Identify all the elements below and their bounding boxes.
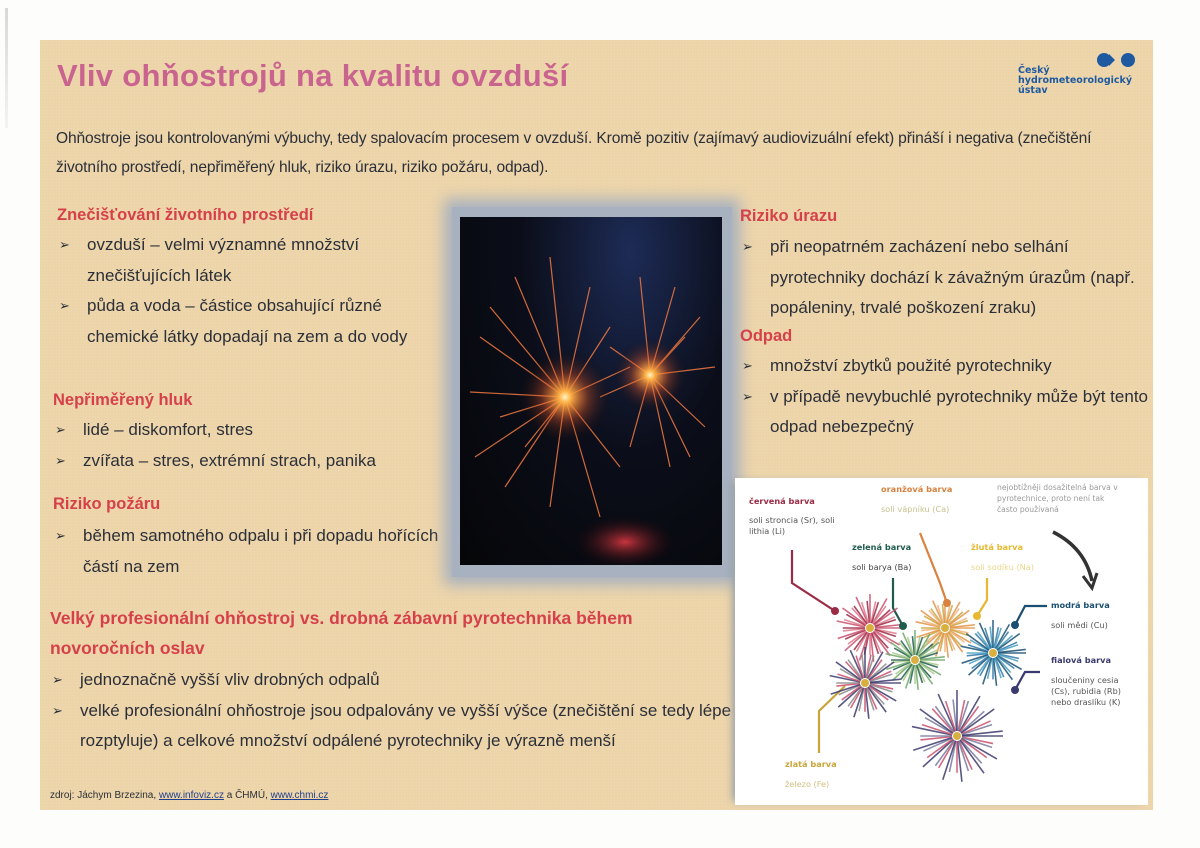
infoviz-link[interactable]: www.infoviz.cz <box>158 790 224 801</box>
label-yellow <box>971 542 1034 573</box>
section-comparison <box>50 603 740 757</box>
section-noise <box>53 387 453 476</box>
source-middle: a ČHMÚ, <box>223 790 271 801</box>
list-item <box>53 446 453 477</box>
label-desc: sloučeniny cesia (Cs), rubidia (Rb) nebo draslíku (K) <box>1051 675 1121 707</box>
list-item <box>50 696 740 757</box>
section-heading: Odpad <box>740 327 793 345</box>
bullet-arrow-icon: ➢ <box>742 358 753 373</box>
section-heading: Nepřiměřený hluk <box>53 391 193 409</box>
label-title: zelená barva <box>852 542 912 552</box>
scan-edge <box>5 8 8 128</box>
bullet-arrow-icon: ➢ <box>742 388 753 404</box>
bullet-arrow-icon: ➢ <box>59 237 70 252</box>
firework-colors-diagram <box>735 478 1148 805</box>
label-title: žlutá barva <box>971 542 1023 552</box>
fireworks-photo-frame <box>452 207 732 577</box>
item-text: půda a voda – částice obsahující různé chemické látky dopadají na zem a do vody <box>87 296 408 346</box>
bullet-arrow-icon: ➢ <box>55 528 66 543</box>
blue-color-note: nejobtížněji dosažitelná barva v pyrotechnice, proto není tak často používaná <box>997 483 1118 514</box>
bullet-arrow-icon: ➢ <box>55 422 66 437</box>
label-desc: soli mědi (Cu) <box>1051 620 1108 630</box>
list-item <box>57 291 447 352</box>
label-desc: železo (Fe) <box>785 779 830 789</box>
source-prefix: zdroj: Jáchym Brzezina, <box>50 790 159 801</box>
section-heading: Znečišťování životního prostředí <box>57 206 314 224</box>
chmi-link[interactable]: www.chmi.cz <box>270 790 329 801</box>
list-item <box>53 415 453 446</box>
label-desc: soli stroncia (Sr), soli lithia (Li) <box>749 515 835 536</box>
label-blue <box>1051 600 1110 631</box>
item-text: zvířata – stres, extrémní strach, panika <box>83 450 376 470</box>
bullet-arrow-icon: ➢ <box>55 452 66 468</box>
section-heading: Velký profesionální ohňostroj vs. drobná zábavní pyrotechnika během novoročních oslav <box>50 608 633 658</box>
logo-text <box>1018 66 1132 96</box>
section-pollution <box>57 202 447 352</box>
list-item <box>740 232 1150 324</box>
section-injury <box>740 203 1150 324</box>
bullet-arrow-icon: ➢ <box>742 239 753 254</box>
logo-line-2: hydrometeorologický <box>1018 75 1133 86</box>
source-credit <box>50 790 328 801</box>
label-desc: soli sodíku (Na) <box>971 562 1034 572</box>
fireworks-photo <box>460 217 722 565</box>
item-text: množství zbytků použité pyrotechniky <box>770 356 1052 375</box>
page-title: Vliv ohňostrojů na kvalitu ovzduší <box>57 58 569 93</box>
bullet-arrow-icon: ➢ <box>52 702 63 718</box>
label-green <box>852 542 912 573</box>
list-item <box>50 665 740 696</box>
label-title: zlatá barva <box>785 759 837 769</box>
intro-paragraph: Ohňostroje jsou kontrolovanými výbuchy, tedy spalovacím procesem v ovzduší. Kromě pozitiv (zajímavý audiovizuální efekt) přináší i negativa (znečištění životního prostředí, nepřiměřený hluk, riziko úrazu, riziko požáru, odpad). <box>56 130 1092 176</box>
label-red <box>749 496 844 537</box>
label-desc: soli barya (Ba) <box>852 562 912 572</box>
item-text: lidé – diskomfort, stres <box>83 420 254 439</box>
fireworks-burst-icon <box>460 217 722 565</box>
section-waste <box>740 323 1150 443</box>
item-text: velké profesionální ohňostroje jsou odpalovány ve vyšší výšce (znečištění se tedy lépe rozptyluje) a celkové množství odpálené pyrotechniky je výrazně menší <box>80 700 732 750</box>
label-orange <box>881 484 952 515</box>
label-desc: soli vápníku (Ca) <box>881 504 950 514</box>
label-title: oranžová barva <box>881 484 953 494</box>
label-title: fialová barva <box>1051 655 1112 665</box>
list-item <box>53 521 448 582</box>
item-text: jednoznačně vyšší vliv drobných odpalů <box>80 670 380 689</box>
section-heading: Riziko úrazu <box>740 207 838 225</box>
label-gold <box>785 759 837 790</box>
section-fire <box>53 491 448 582</box>
list-item <box>740 351 1150 382</box>
label-violet <box>1051 655 1139 708</box>
list-item <box>740 382 1150 443</box>
item-text: během samotného odpalu i při dopadu hořících částí na zem <box>83 526 439 576</box>
item-text: ovzduší – velmi významné množství znečišťujících látek <box>87 235 360 285</box>
item-text: v případě nevybuchlé pyrotechniky může být tento odpad nebezpečný <box>770 386 1148 436</box>
logo-line-3: ústav <box>1018 85 1048 96</box>
list-item <box>57 230 447 291</box>
label-title: modrá barva <box>1051 600 1110 610</box>
bullet-arrow-icon: ➢ <box>52 672 63 687</box>
bullet-arrow-icon: ➢ <box>59 298 70 313</box>
section-heading: Riziko požáru <box>53 495 161 513</box>
item-text: při neopatrném zacházení nebo selhání pyrotechniky dochází k závažným úrazům (např. popáleniny, trvalé poškození zraku) <box>770 237 1135 317</box>
label-title: červená barva <box>749 496 815 506</box>
logo-line-1: Český <box>1018 65 1050 76</box>
